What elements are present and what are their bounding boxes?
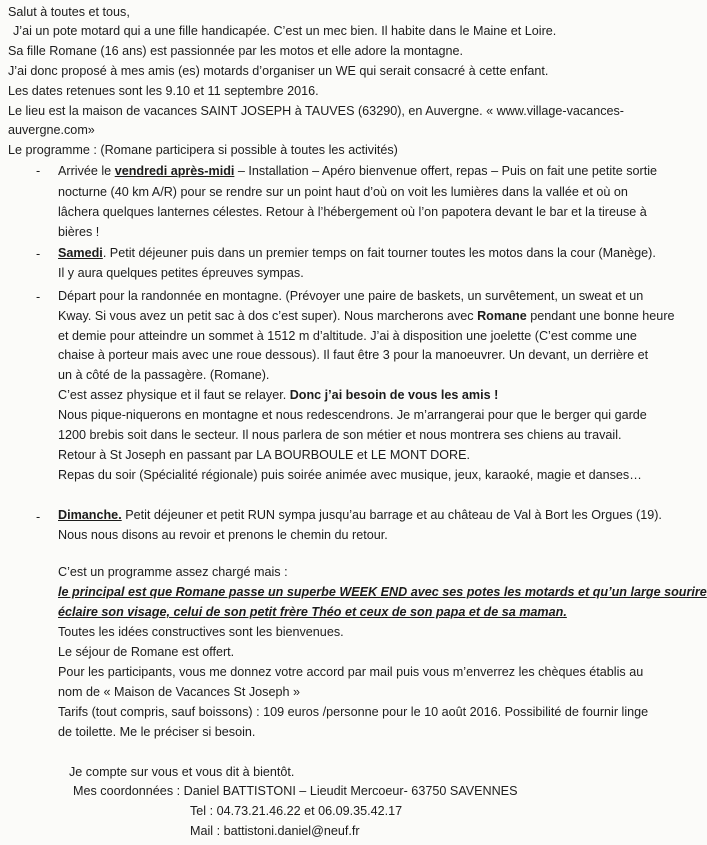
bullet-dash: -	[36, 290, 41, 304]
hike-line: Nous pique-niquerons en montagne et nous redescendrons. Je m’arrangerai pour que le berger qui garde	[58, 408, 647, 422]
highlight-line: le principal est que Romane passe un superbe WEEK END avec ses potes les motards et qu’un large sourire	[58, 585, 707, 599]
text-span: pendant une bonne heure	[526, 309, 675, 323]
intro-line: Sa fille Romane (16 ans) est passionnée par les motos et elle adore la montagne.	[8, 44, 464, 58]
sunday-emphasis: Dimanche.	[58, 508, 122, 522]
saturday-emphasis: Samedi	[58, 246, 103, 260]
romane-emphasis: Romane	[477, 309, 527, 323]
location-line: Le lieu est la maison de vacances SAINT JOSEPH à TAUVES (63290), en Auvergne. « www.village-vacances-	[8, 104, 624, 118]
bullet-dash: -	[36, 510, 41, 524]
highlight-line: éclaire son visage, celui de son petit frère Théo et ceux de son papa et de sa maman.	[58, 605, 567, 619]
hike-line: un à côté de la passagère. (Romane).	[58, 368, 270, 382]
friday-line: lâchera quelques lanternes célestes. Retour à l’hébergement où l’on papotera devant le bar et la tireuse à	[58, 205, 647, 219]
intro-line: J’ai donc proposé à mes amis (es) motards d’organiser un WE qui serait consacré à cette enfant.	[8, 64, 549, 78]
hike-line: 1200 brebis soit dans le secteur. Il nous parlera de son métier et nous montrera ses chiens au travail.	[58, 428, 622, 442]
text-span: – Installation – Apéro bienvenue offert, repas – Puis on fait une petite sortie	[234, 164, 658, 178]
location-line: auvergne.com»	[8, 123, 95, 137]
email-line: Mail : battistoni.daniel@neuf.fr	[190, 824, 360, 838]
friday-line: nocturne (40 km A/R) pour se rendre sur un point haut d’où on voit les lumières dans la vallée et où on	[58, 185, 628, 199]
closing-line: nom de « Maison de Vacances St Joseph »	[58, 685, 300, 699]
sunday-line	[58, 507, 662, 523]
saturday-line	[58, 245, 656, 261]
hike-line: Repas du soir (Spécialité régionale) puis soirée animée avec musique, jeux, karaoké, magie et danses…	[58, 468, 642, 482]
text-span: C’est assez physique et il faut se relayer.	[58, 388, 290, 402]
text-span: Arrivée le	[58, 164, 115, 178]
sunday-line: Nous nous disons au revoir et prenons le chemin du retour.	[58, 528, 388, 542]
greeting: Salut à toutes et tous,	[8, 5, 130, 19]
hike-line	[58, 308, 675, 324]
closing-line: Toutes les idées constructives sont les bienvenues.	[58, 625, 344, 639]
hike-line	[58, 387, 498, 403]
phone-line: Tel : 04.73.21.46.22 et 06.09.35.42.17	[190, 804, 403, 818]
dates-line: Les dates retenues sont les 9.10 et 11 septembre 2016.	[8, 84, 319, 98]
text-span: . Petit déjeuner puis dans un premier temps on fait tourner toutes les motos dans la cour (Manège).	[102, 246, 656, 260]
saturday-line: Il y aura quelques petites épreuves sympas.	[58, 266, 304, 280]
hike-line: chaise à porteur mais avec une roue dessous). Il faut être 3 pour la manoeuvrer. Un devant, un derrière et	[58, 348, 649, 362]
hike-line: Retour à St Joseph en passant par LA BOURBOULE et LE MONT DORE.	[58, 448, 471, 462]
closing-line: C’est un programme assez chargé mais :	[58, 565, 288, 579]
contact-line: Mes coordonnées : Daniel BATTISTONI – Lieudit Mercoeur- 63750 SAVENNES	[73, 784, 518, 798]
program-heading: Le programme : (Romane participera si possible à toutes les activités)	[8, 143, 398, 157]
hike-line: et demie pour atteindre un sommet à 1512 m d’altitude. J’ai à disposition une joelette (C’est comme une	[58, 329, 637, 343]
text-span: Petit déjeuner et petit RUN sympa jusqu’au barrage et au château de Val à Bort les Orgues (19).	[121, 508, 662, 522]
signoff-line: Je compte sur vous et vous dit à bientôt.	[69, 765, 295, 779]
closing-line: Le séjour de Romane est offert.	[58, 645, 235, 659]
friday-line: bières !	[58, 225, 100, 239]
pricing-line: Tarifs (tout compris, sauf boissons) : 109 euros /personne pour le 10 août 2016. Possibilité de fournir linge	[58, 705, 649, 719]
text-span: Kway. Si vous avez un petit sac à dos c’est super). Nous marcherons avec	[58, 309, 478, 323]
closing-line: Pour les participants, vous me donnez votre accord par mail puis vous m’enverrez les chèques établis au	[58, 665, 644, 679]
friday-emphasis: vendredi après-midi	[114, 164, 235, 178]
bullet-dash: -	[36, 247, 41, 261]
intro-line: J’ai un pote motard qui a une fille handicapée. C’est un mec bien. Il habite dans le Maine et Loire.	[13, 24, 557, 38]
help-emphasis: Donc j’ai besoin de vous les amis !	[289, 388, 499, 402]
hike-line: Départ pour la randonnée en montagne. (Prévoyer une paire de baskets, un survêtement, un sweat et un	[58, 289, 644, 303]
pricing-line: de toilette. Me le préciser si besoin.	[58, 725, 256, 739]
bullet-dash: -	[36, 164, 41, 178]
friday-line	[58, 163, 657, 179]
